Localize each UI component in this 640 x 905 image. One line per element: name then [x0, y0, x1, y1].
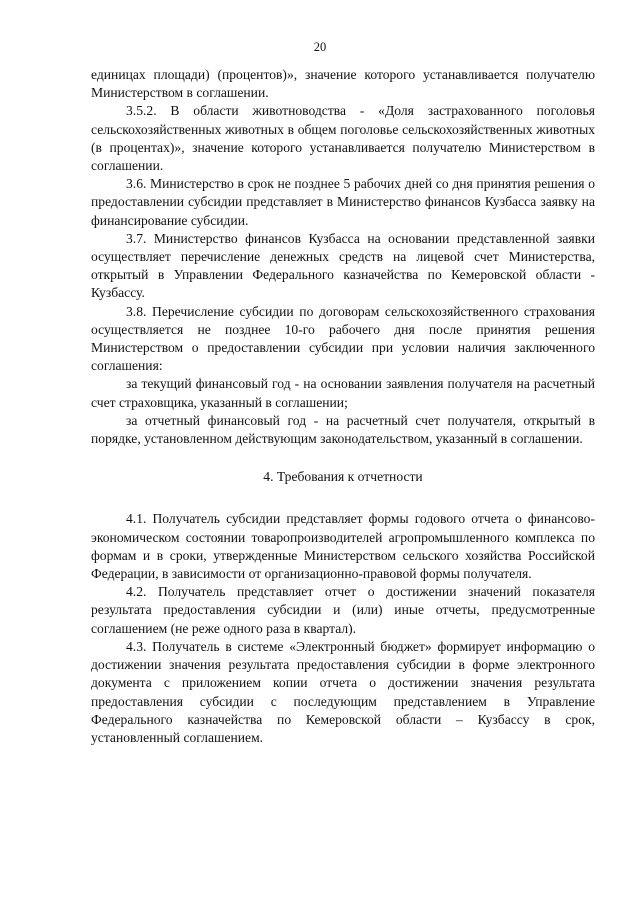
- paragraph-3-5-2: 3.5.2. В области животноводства - «Доля застрахованного поголовья сельскохозяйственных животных в общем поголовье сельскохозяйственных животных (в процентах)», значение которого устанавливается получателю Министерством в соглашении.: [91, 103, 595, 174]
- paragraph-4-3: 4.3. Получатель в системе «Электронный бюджет» формирует информацию о достижении значения результата предоставления субсидии в форме электронного документа с приложением копии отчета о достижении значения результата предоставления субсидии с последующим представлением в Управление Федерального казначейства по Кемеровской области – Кузбассу в срок, установленный соглашением.: [91, 638, 595, 745]
- paragraph-reporting-year: за отчетный финансовый год - на расчетный счет получателя, открытый в порядке, установленном действующим законодательством, указанный в соглашении.: [91, 412, 595, 447]
- page-number: 20: [313, 40, 327, 54]
- paragraph-4-2: 4.2. Получатель представляет отчет о достижении значений показателя результата предоставления субсидии и (или) иные отчеты, предусмотренные соглашением (не реже одного раза в квартал).: [91, 584, 595, 636]
- paragraph-4-1: 4.1. Получатель субсидии представляет формы годового отчета о финансово-экономическом состоянии товаропроизводителей агропромышленного комплекса по формам и в сроки, утвержденные Министерством сельского хозяйства Российской Федерации, в зависимости от организационно-правовой формы получателя.: [91, 511, 595, 582]
- paragraph-current-year: за текущий финансовый год - на основании заявления получателя на расчетный счет страховщика, указанный в соглашении;: [91, 376, 595, 410]
- paragraph-continuation: единицах площади) (процентов)», значение которого устанавливается получателю Министерством в соглашении.: [91, 67, 595, 101]
- document-body: [91, 66, 595, 747]
- paragraph-3-8: 3.8. Перечисление субсидии по договорам сельскохозяйственного страхования осуществляется не позднее 10-го рабочего дня после принятия решения Министерством о предоставлении субсидии при условии наличия заключенного соглашения:: [91, 303, 595, 374]
- paragraph-3-6: 3.6. Министерство в срок не позднее 5 рабочих дней со дня принятия решения о предоставлении субсидии представляет в Министерство финансов Кузбасса заявку на финансирование субсидии.: [91, 176, 595, 228]
- paragraph-3-7: 3.7. Министерство финансов Кузбасса на основании представленной заявки осуществляет перечисление денежных средств на лицевой счет Министерства, открытый в Управлении Федерального казначейства по Кемеровской области - Кузбассу.: [91, 230, 595, 301]
- section-heading: 4. Требования к отчетности: [263, 469, 423, 485]
